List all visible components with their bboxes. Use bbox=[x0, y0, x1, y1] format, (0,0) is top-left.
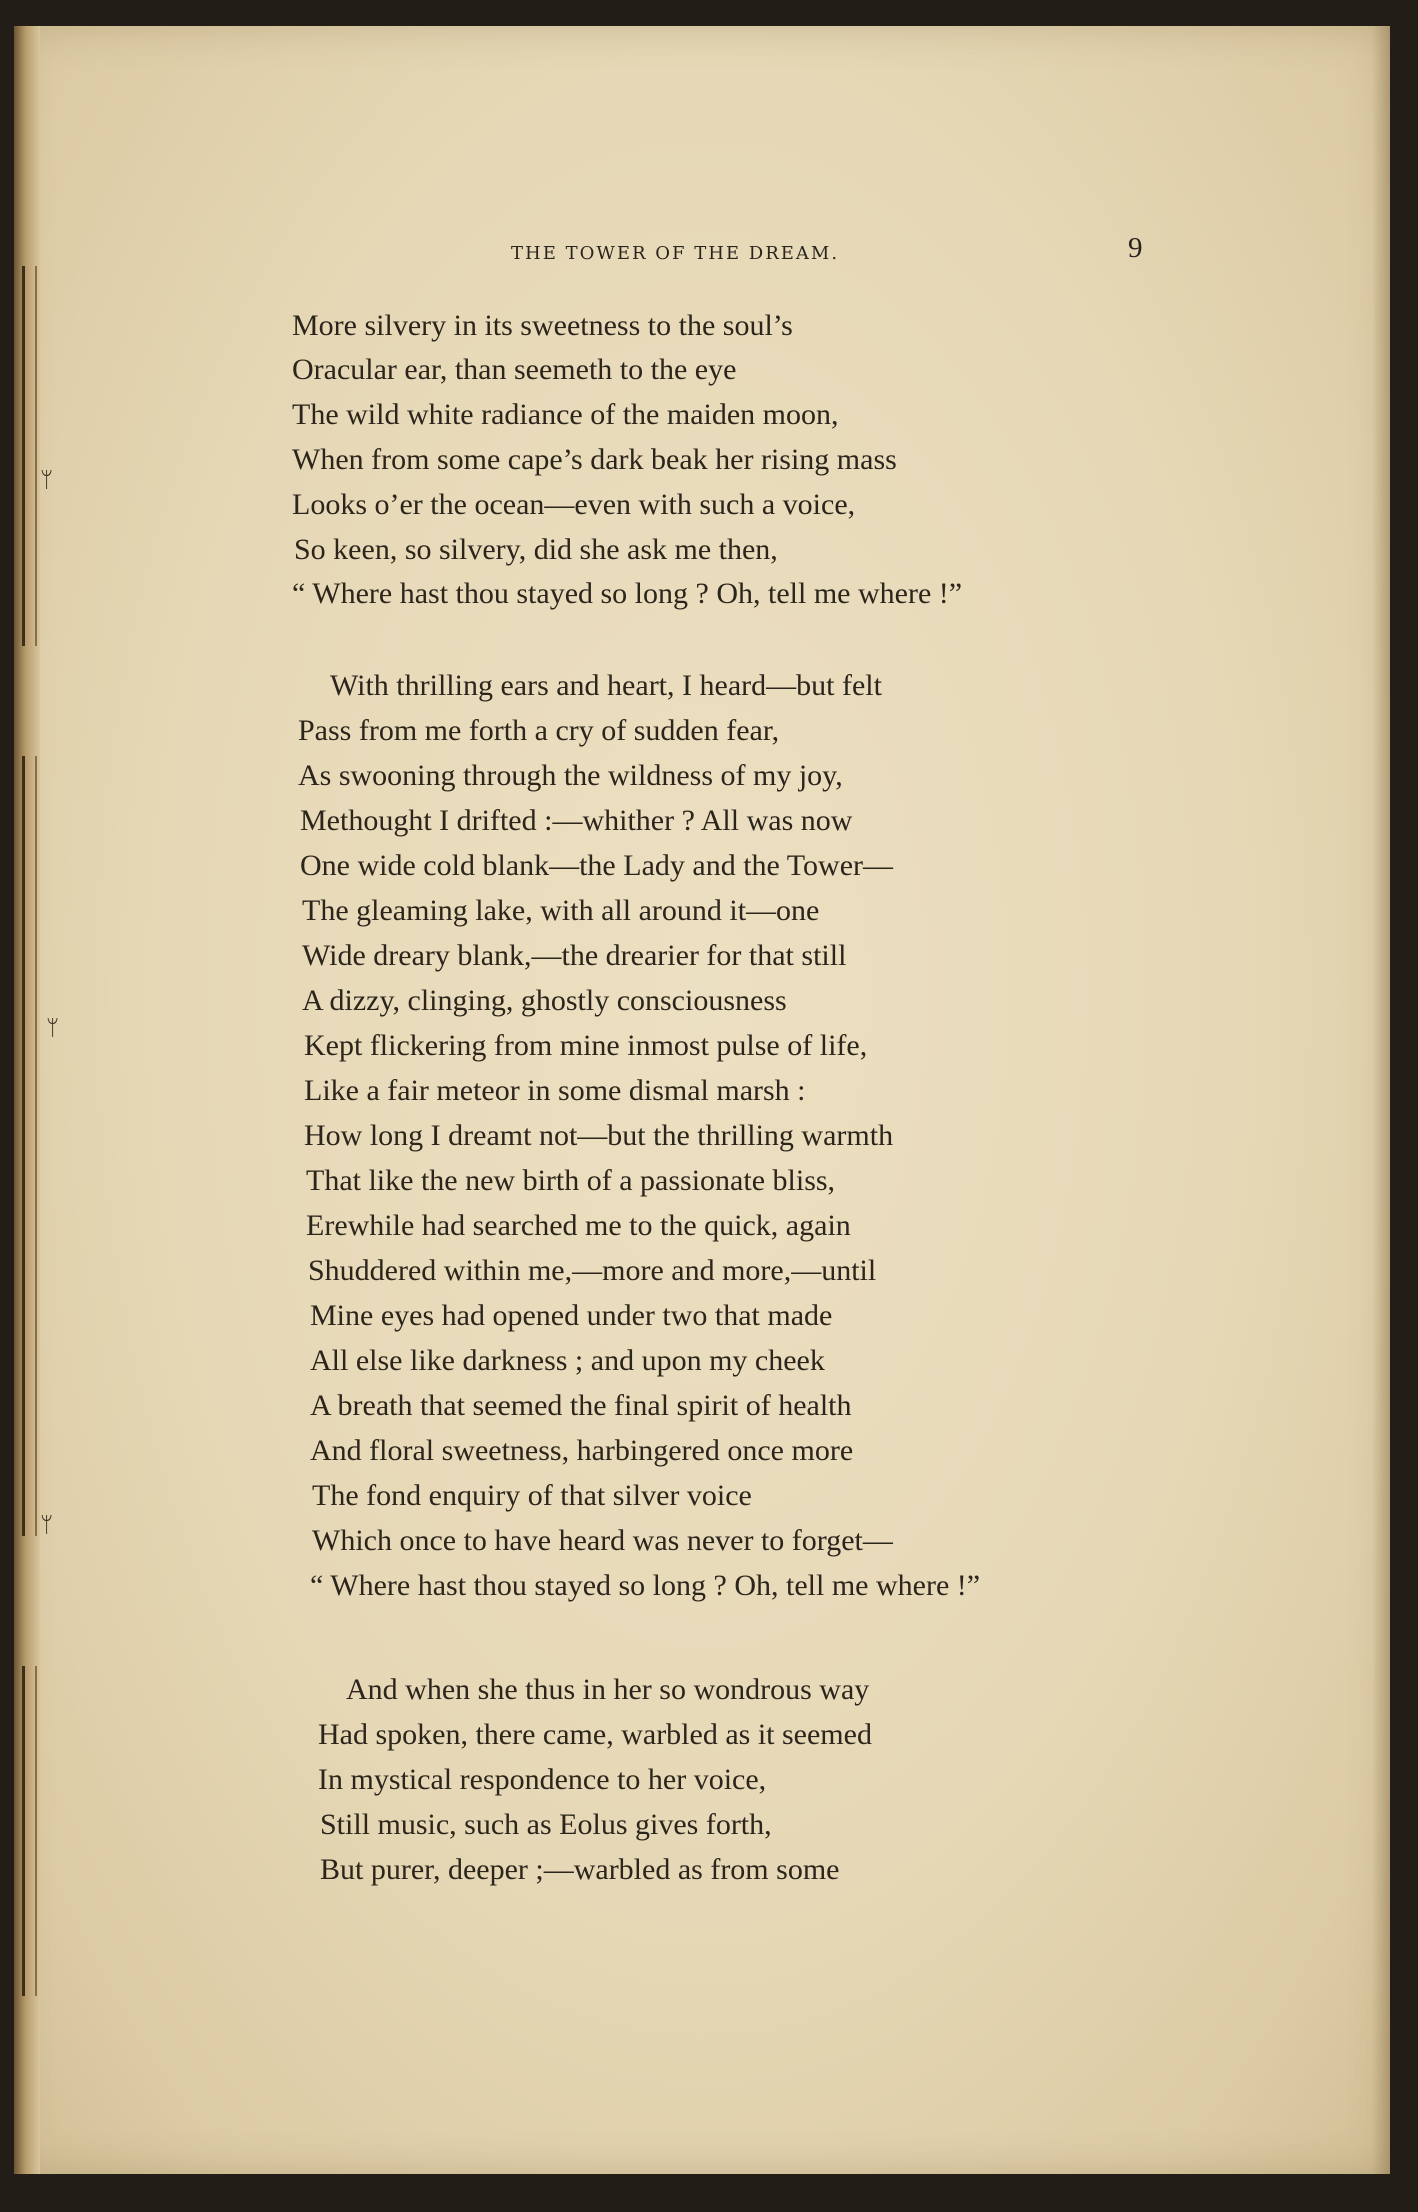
poem-line: Still music, such as Eolus gives forth, bbox=[320, 1808, 772, 1841]
poem-line: But purer, deeper ;—warbled as from some bbox=[320, 1853, 840, 1886]
poem-line: All else like darkness ; and upon my cheek bbox=[310, 1344, 825, 1377]
poem-line: How long I dreamt not—but the thrilling warmth bbox=[304, 1119, 894, 1152]
poem-line: Methought I drifted :—whither ? All was now bbox=[300, 804, 853, 837]
poem-line: That like the new birth of a passionate bliss, bbox=[306, 1164, 836, 1197]
poem-line: When from some cape’s dark beak her rising mass bbox=[292, 443, 897, 476]
binding-thread-mark: ᛘ bbox=[40, 1513, 54, 1538]
poem-line: The fond enquiry of that silver voice bbox=[312, 1479, 752, 1512]
poem-line: Pass from me forth a cry of sudden fear, bbox=[298, 714, 780, 747]
poem-line: Wide dreary blank,—the drearier for that still bbox=[302, 939, 847, 972]
poem-line: A breath that seemed the final spirit of health bbox=[310, 1389, 852, 1422]
poem-line: And when she thus in her so wondrous way bbox=[346, 1673, 870, 1706]
poem-line: Mine eyes had opened under two that made bbox=[310, 1299, 833, 1332]
binding-thread-mark: ᛘ bbox=[40, 468, 54, 493]
poem-line: More silvery in its sweetness to the soul’s bbox=[292, 309, 793, 342]
poem-line: Looks o’er the ocean—even with such a voice, bbox=[292, 488, 856, 521]
poem-line: Oracular ear, than seemeth to the eye bbox=[292, 353, 737, 386]
poem-line: The wild white radiance of the maiden moon, bbox=[292, 398, 839, 431]
poem-line: As swooning through the wildness of my joy, bbox=[298, 759, 843, 792]
poem-line: In mystical respondence to her voice, bbox=[318, 1763, 767, 1796]
poem-line: Kept flickering from mine inmost pulse of life, bbox=[304, 1029, 868, 1062]
poem-line: One wide cold blank—the Lady and the Tower— bbox=[300, 849, 894, 882]
poem-line: So keen, so silvery, did she ask me then, bbox=[294, 533, 778, 566]
poem-line: Erewhile had searched me to the quick, again bbox=[306, 1209, 851, 1242]
poem-line: Shuddered within me,—more and more,—until bbox=[308, 1254, 877, 1287]
binding-stitch bbox=[22, 1666, 37, 1996]
poem-line: Which once to have heard was never to forget— bbox=[312, 1524, 893, 1557]
binding-stitch bbox=[22, 756, 37, 1536]
poem-line: With thrilling ears and heart, I heard—but felt bbox=[330, 669, 882, 702]
poem-line: The gleaming lake, with all around it—one bbox=[302, 894, 820, 927]
running-head: THE TOWER OF THE DREAM. bbox=[511, 243, 840, 264]
page-number: 9 bbox=[1128, 232, 1143, 264]
poem-line: Had spoken, there came, warbled as it seemed bbox=[318, 1718, 872, 1751]
poem-line: A dizzy, clinging, ghostly consciousness bbox=[302, 984, 787, 1017]
poem-line: “ Where hast thou stayed so long ? Oh, tell me where !” bbox=[292, 577, 963, 610]
binding-thread-mark: ᛘ bbox=[46, 1016, 60, 1041]
page-binding bbox=[14, 26, 40, 2174]
poem-line: And floral sweetness, harbingered once more bbox=[310, 1434, 854, 1467]
poem-line: Like a fair meteor in some dismal marsh : bbox=[304, 1074, 806, 1107]
binding-stitch bbox=[22, 266, 37, 646]
page-edge-shadow bbox=[1372, 26, 1390, 2174]
poem-line: “ Where hast thou stayed so long ? Oh, tell me where !” bbox=[310, 1569, 981, 1602]
